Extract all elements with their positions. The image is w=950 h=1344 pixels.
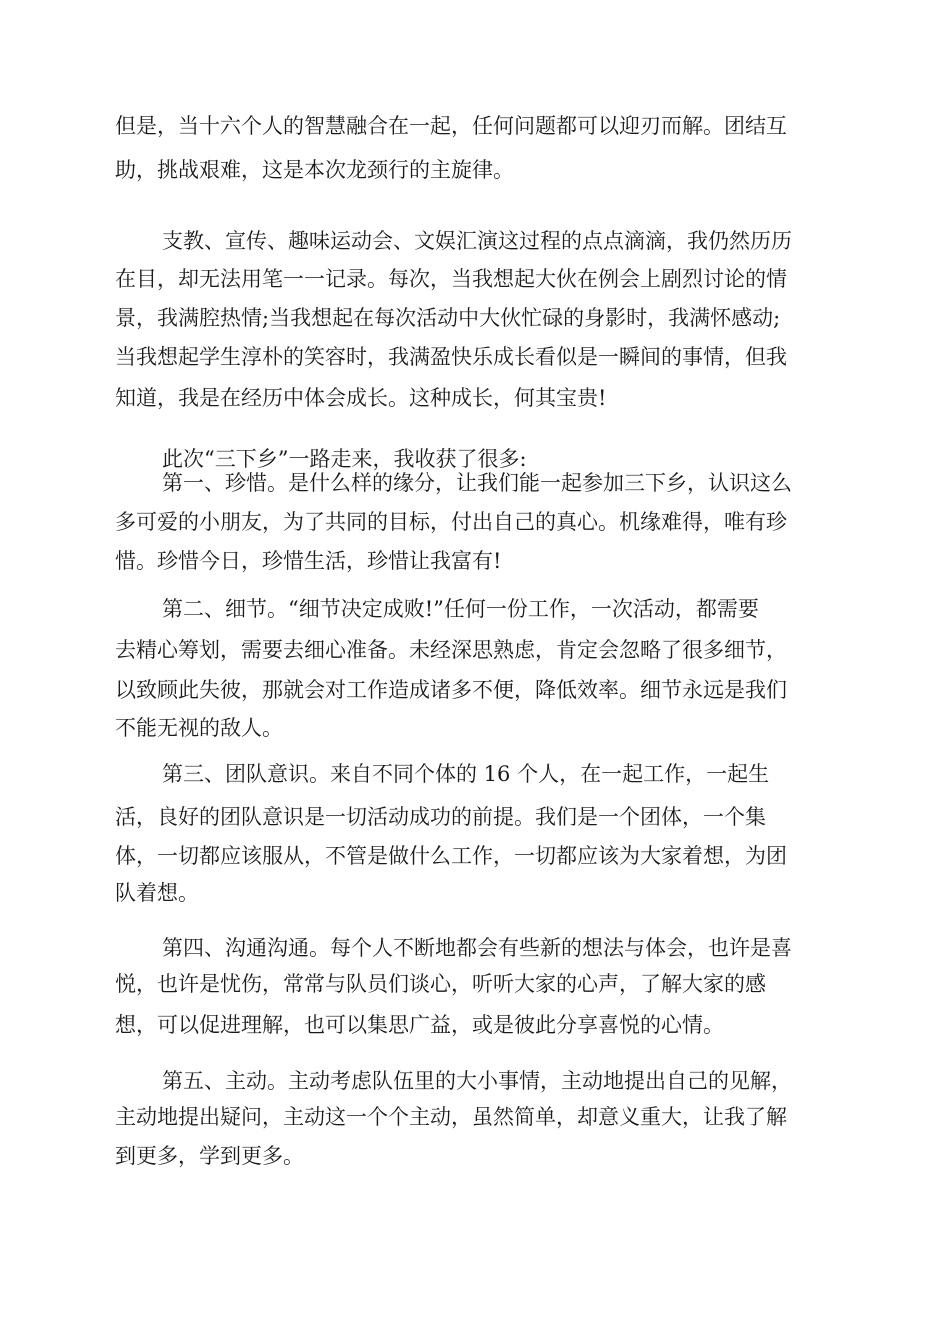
text-line: 去精心筹划，需要去细心准备。未经深思熟虑，肯定会忽略了很多细节， — [115, 638, 787, 662]
text-line: 多可爱的小朋友，为了共同的目标，付出自己的真心。机缘难得，唯有珍 — [115, 510, 787, 534]
text-line: 此次“三下乡”一路走来，我收获了很多: — [162, 447, 527, 471]
text-line: 队着想。 — [115, 881, 199, 905]
text-line: 主动地提出疑问，主动这一个个主动，虽然简单，却意义重大，让我了解 — [115, 1105, 787, 1129]
text-line: 第三、团队意识。来自不同个体的 16 个人，在一起工作，一起生 — [162, 762, 770, 786]
text-line: 以致顾此失彼，那就会对工作造成诸多不便，降低效率。细节永远是我们 — [115, 678, 787, 702]
text-line: 想，可以促进理解，也可以集思广益，或是彼此分享喜悦的心情。 — [115, 1013, 724, 1037]
text-line: 惜。珍惜今日，珍惜生活，珍惜让我富有! — [115, 549, 502, 573]
text-line: 第二、细节。“细节决定成败!”任何一份工作，一次活动，都需要 — [162, 597, 759, 621]
text-line: 到更多，学到更多。 — [115, 1144, 304, 1168]
text-line: 活，良好的团队意识是一切活动成功的前提。我们是一个团体，一个集 — [115, 805, 766, 829]
text-line: 第四、沟通沟通。每个人不断地都会有些新的想法与体会，也许是喜 — [162, 936, 792, 960]
text-line: 第一、珍惜。是什么样的缘分，让我们能一起参加三下乡，认识这么 — [162, 471, 792, 495]
text-line: 悦，也许是忧伤，常常与队员们谈心，听听大家的心声，了解大家的感 — [115, 972, 766, 996]
text-line: 助，挑战艰难，这是本次龙颈行的主旋律。 — [115, 158, 514, 182]
text-line: 体，一切都应该服从，不管是做什么工作，一切都应该为大家着想，为团 — [115, 844, 787, 868]
text-line: 但是，当十六个人的智慧融合在一起，任何问题都可以迎刃而解。团结互 — [115, 114, 787, 138]
text-line: 在目，却无法用笔一一记录。每次，当我想起大伙在例会上剧烈讨论的情 — [115, 267, 787, 291]
text-line: 当我想起学生淳朴的笑容时，我满盈快乐成长看似是一瞬间的事情，但我 — [115, 345, 787, 369]
text-line: 知道，我是在经历中体会成长。这种成长，何其宝贵! — [115, 386, 607, 410]
text-line: 第五、主动。主动考虑队伍里的大小事情，主动地提出自己的见解， — [162, 1069, 792, 1093]
text-line: 不能无视的敌人。 — [115, 716, 283, 740]
text-line: 支教、宣传、趣味运动会、文娱汇演这过程的点点滴滴，我仍然历历 — [162, 229, 792, 253]
text-line: 景，我满腔热情;当我想起在每次活动中大伙忙碌的身影时，我满怀感动; — [115, 306, 781, 330]
